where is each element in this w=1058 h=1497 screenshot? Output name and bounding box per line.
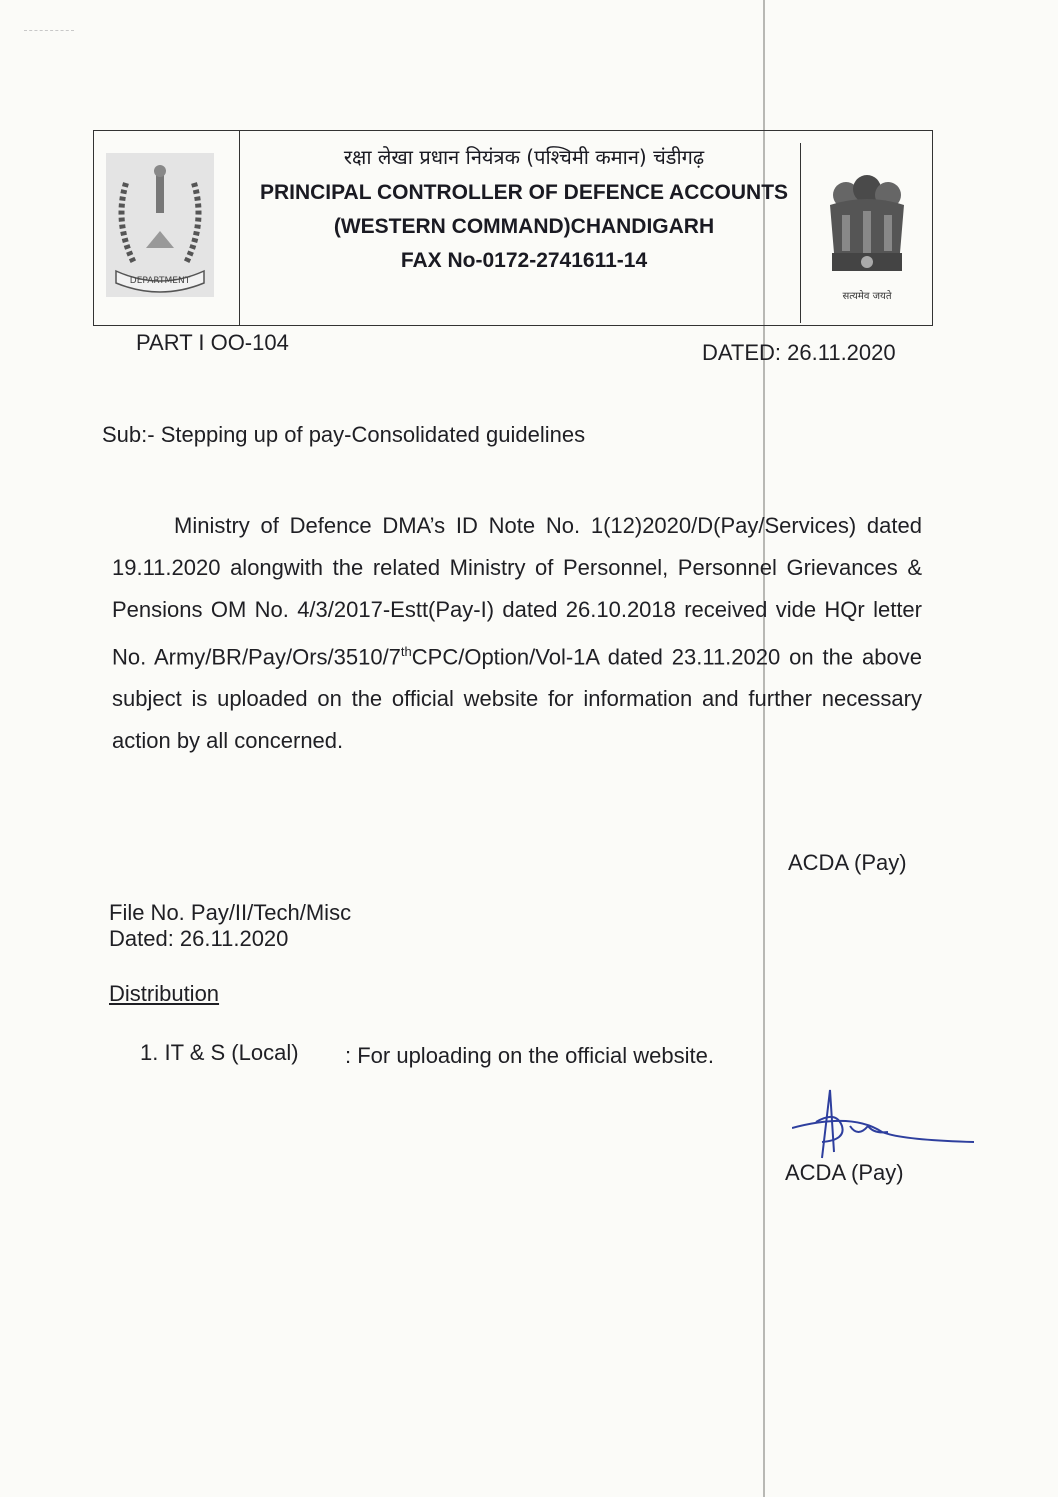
letterhead-divider-left [239,131,240,325]
scan-smudge [24,30,74,33]
emblem-motto: सत्यमेव जयते [842,291,892,302]
letterhead [93,130,933,326]
body-superscript: th [400,644,412,659]
subject-line: Sub:- Stepping up of pay-Consolidated guidelines [102,422,586,447]
header-hindi-title: रक्षा लेखा प्रधान नियंत्रक (पश्चिमी कमान) चंडीगढ़ [343,145,705,169]
header-fax: FAX No-0172-2741611-14 [400,249,648,272]
distribution-heading: Distribution [109,981,220,1006]
signatory-label: ACDA (Pay) [788,850,907,875]
distribution-item-purpose: : For uploading on the official website. [345,1043,714,1068]
signature-name: ACDA (Pay) [785,1160,904,1185]
letterhead-divider-right [800,143,801,323]
file-number: File No. Pay/II/Tech/Misc [109,900,352,925]
dated-reference: DATED: 26.11.2020 [702,340,896,365]
body-paragraph [112,505,922,762]
body-text-part2: CPC/Option/Vol-1A dated 23.11.2020 on the above subject is uploaded on the official website for information and further necessary action by all concerned. [112,644,922,754]
part-reference: PART I OO-104 [136,330,289,355]
national-emblem-icon [816,171,918,309]
header-title-line2: (WESTERN COMMAND)CHANDIGARH [333,215,715,238]
department-seal-icon [106,153,214,297]
signature-icon [792,1082,974,1168]
file-dated: Dated: 26.11.2020 [109,926,289,951]
seal-text: DEPARTMENT [129,276,191,286]
distribution-item-label: 1. IT & S (Local) [140,1040,299,1065]
header-title-line1: PRINCIPAL CONTROLLER OF DEFENCE ACCOUNTS [259,181,789,204]
body-text-part1: Ministry of Defence DMA’s ID Note No. 1(12)2020/D(Pay/Services) dated 19.11.2020 alongwith the related Ministry of Personnel, Personnel Grievances & Pensions OM No. 4/3/2017-Estt(Pay-I) dated 26.10.2018 received vide HQr letter No. Army/BR/Pay/Ors/3510/7 [112,513,922,670]
